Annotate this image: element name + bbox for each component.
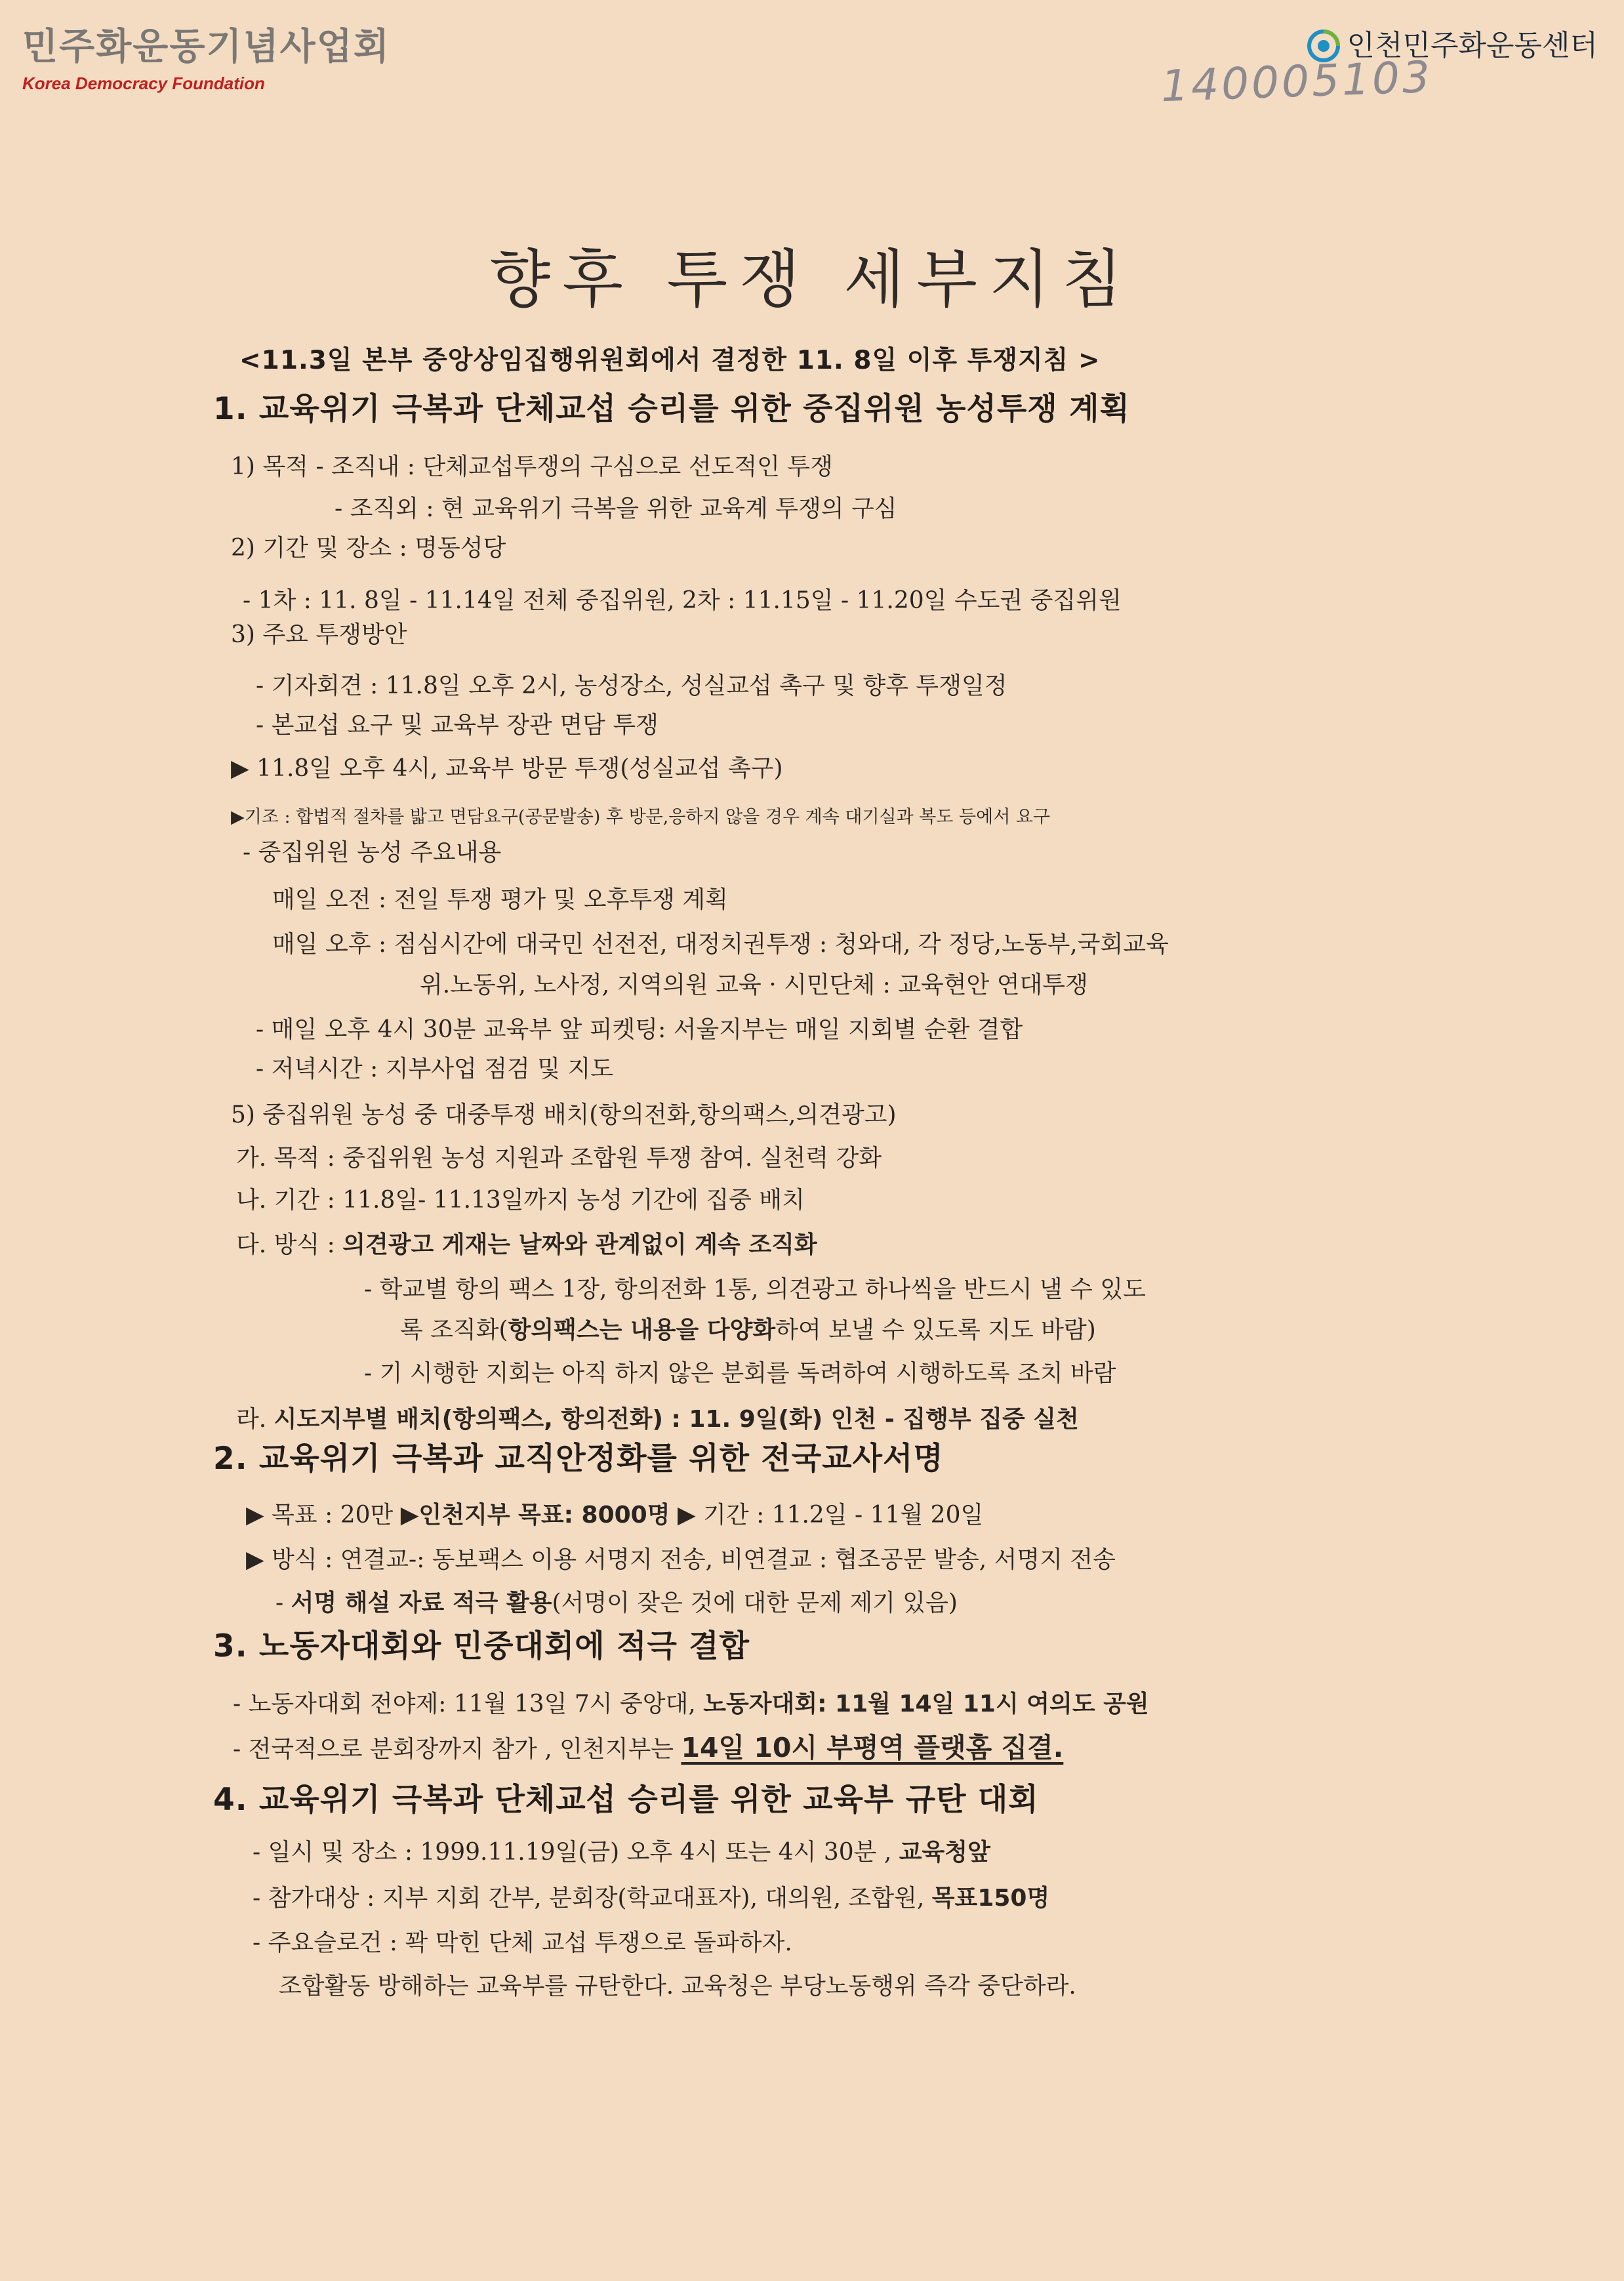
- s3-text: - 노동자대회 전야제: 11월 13일 7시 중앙대,: [233, 1691, 704, 1717]
- s1-line: [236, 1404, 1079, 1435]
- section-3-heading: 3. 노동자대회와 민중대회에 적극 결합: [213, 1628, 750, 1664]
- s4-place-emphasis: 교육청앞: [899, 1839, 990, 1866]
- s1-text: 라.: [236, 1406, 274, 1433]
- s1-line: - 기자회견 : 11.8일 오후 2시, 농성장소, 성실교섭 촉구 및 향후 투쟁일정: [256, 672, 1007, 699]
- s3-text: - 전국적으로 분회장까지 참가 , 인천지부는: [233, 1736, 681, 1763]
- foundation-korean-name: 민주화운동기념사업회: [22, 26, 390, 68]
- s2-line: ▶ 방식 : 연결교-: 동보팩스 이용 서명지 전송, 비연결교 : 협조공문 발송, 서명지 전송: [246, 1546, 1116, 1573]
- s2-line: [275, 1588, 958, 1619]
- s1-line: - 저녁시간 : 지부사업 점검 및 지도: [256, 1056, 614, 1082]
- s4-line: 조합활동 방해하는 교육부를 규탄한다. 교육청은 부당노동행위 즉각 중단하라.: [279, 1973, 1076, 2000]
- s2-text: ▶ 목표 : 20만: [246, 1502, 401, 1529]
- s1-line: 3) 주요 투쟁방안: [231, 621, 407, 648]
- s1-line: - 중집위원 농성 주요내용: [243, 839, 502, 866]
- s1-line: 5) 중집위원 농성 중 대중투쟁 배치(항의전화,항의팩스,의견광고): [231, 1101, 897, 1128]
- s1-line: ▶기조 : 합법적 절차를 밟고 면담요구(공문발송) 후 방문,응하지 않을 경우 계속 대기실과 복도 등에서 요구: [231, 807, 1051, 827]
- section-1-heading: 1. 교육위기 극복과 단체교섭 승리를 위한 중집위원 농성투쟁 계획: [213, 391, 1130, 427]
- s1-line: ▶ 11.8일 오후 4시, 교육부 방문 투쟁(성실교섭 촉구): [231, 755, 783, 782]
- s3-line: [233, 1732, 1063, 1765]
- s2-line: [246, 1500, 983, 1531]
- s1-text: 록 조직화(: [400, 1317, 508, 1344]
- section-4-heading: 4. 교육위기 극복과 단체교섭 승리를 위한 교육부 규탄 대회: [213, 1782, 1039, 1818]
- s1-line: - 기 시행한 지회는 아직 하지 않은 분회를 독려하여 시행하도록 조치 바람: [364, 1360, 1116, 1387]
- s1-line: - 1차 : 11. 8일 - 11.14일 전체 중집위원, 2차 : 11.15일 - 11.20일 수도권 중집위원: [243, 587, 1122, 614]
- s2-text: (서명이 잦은 것에 대한 문제 제기 있음): [552, 1590, 958, 1616]
- s3-line: [233, 1689, 1149, 1720]
- s1-region-emphasis: 시도지부별 배치(항의팩스, 항의전화) : 11. 9일(화) 인천 - 집행부 집중 실천: [274, 1406, 1079, 1433]
- s1-text: 하여 보낼 수 있도록 지도 바람): [775, 1317, 1096, 1344]
- s1-line: 1) 목적 - 조직내 : 단체교섭투쟁의 구심으로 선도적인 투쟁: [231, 453, 833, 480]
- s2-emphasis: 서명 해설 자료 적극 활용: [291, 1590, 552, 1616]
- s1-line: - 학교별 항의 팩스 1장, 항의전화 1통, 의견광고 하나씩을 반드시 낼 수 있도: [364, 1276, 1146, 1303]
- s4-line: [253, 1883, 1049, 1914]
- s3-rally-emphasis: 노동자대회: 11월 14일 11시 여의도 공원: [703, 1691, 1149, 1717]
- section-2-heading: 2. 교육위기 극복과 교직안정화를 위한 전국교사서명: [213, 1441, 944, 1477]
- foundation-logo: [22, 26, 390, 94]
- s2-text: ▶ 기간 : 11.2일 - 11월 20일: [670, 1502, 984, 1529]
- page-title: 향후 투쟁 세부지침: [489, 243, 1135, 316]
- s3-gathering-emphasis: 14일 10시 부평역 플랫홈 집결.: [681, 1732, 1064, 1763]
- s2-incheon-target: ▶인천지부 목표: 8000명: [400, 1502, 670, 1529]
- s1-method-emphasis: 의견광고 게재는 날짜와 관계없이 계속 조직화: [342, 1231, 817, 1258]
- s4-text: - 참가대상 : 지부 지회 간부, 분회장(학교대표자), 대의원, 조합원,: [253, 1885, 932, 1912]
- s4-target-emphasis: 목표150명: [931, 1885, 1050, 1912]
- s4-line: - 주요슬로건 : 꽉 막힌 단체 교섭 투쟁으로 돌파하자.: [253, 1929, 792, 1956]
- s1-line: [400, 1315, 1096, 1346]
- center-name: 인천민주화운동센터: [1347, 29, 1598, 62]
- s1-line: 나. 기간 : 11.8일- 11.13일까지 농성 기간에 집중 배치: [236, 1187, 805, 1214]
- s1-line: [236, 1229, 817, 1261]
- foundation-english-name: Korea Democracy Foundation: [22, 73, 265, 93]
- s1-fax-emphasis: 항의팩스는 내용을 다양화: [508, 1317, 776, 1344]
- s1-line: 2) 기간 및 장소 : 명동성당: [231, 535, 506, 562]
- s1-line: - 본교섭 요구 및 교육부 장관 면담 투쟁: [256, 712, 659, 739]
- s1-line: 위.노동위, 노사정, 지역의원 교육 · 시민단체 : 교육현안 연대투쟁: [420, 972, 1088, 998]
- s1-line: - 매일 오후 4시 30분 교육부 앞 피켓팅: 서울지부는 매일 지회별 순환 결합: [256, 1016, 1023, 1043]
- s1-line: 매일 오전 : 전일 투쟁 평가 및 오후투쟁 계획: [272, 886, 728, 913]
- s1-method-label: 다. 방식 :: [236, 1231, 343, 1258]
- s1-line: - 조직외 : 현 교육위기 극복을 위한 교육계 투쟁의 구심: [335, 495, 897, 522]
- s1-line: 가. 목적 : 중집위원 농성 지원과 조합원 투쟁 참여. 실천력 강화: [236, 1145, 882, 1172]
- s4-line: [253, 1837, 990, 1868]
- s2-text: -: [275, 1590, 291, 1616]
- page-subtitle: <11.3일 본부 중앙상임집행위원회에서 결정한 11. 8일 이후 투쟁지침 >: [239, 346, 1101, 375]
- s4-text: - 일시 및 장소 : 1999.11.19일(금) 오후 4시 또는 4시 30분 ,: [253, 1839, 899, 1866]
- s1-line: 매일 오후 : 점심시간에 대국민 선전전, 대정치권투쟁 : 청와대, 각 정당,노동부,국회교육: [272, 931, 1169, 958]
- handwritten-archive-number: 140005103: [1160, 51, 1434, 112]
